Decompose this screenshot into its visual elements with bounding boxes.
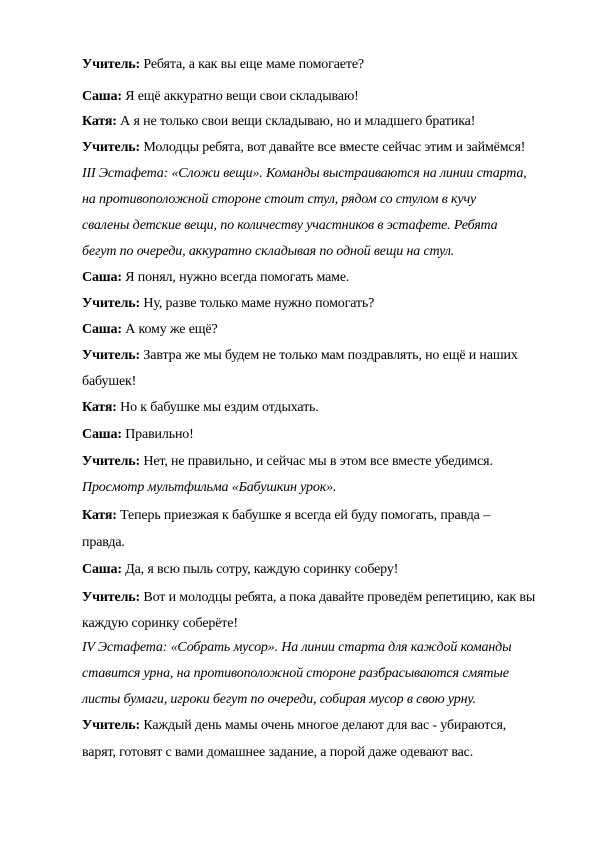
speaker-label: Катя: xyxy=(82,508,117,523)
line-text: ставится урна, на противоположной стороне разбрасываются смятые xyxy=(82,666,509,681)
speaker-label: Учитель: xyxy=(82,454,141,469)
line-text: Правильно! xyxy=(121,427,194,442)
text-line xyxy=(82,427,562,443)
speaker-label: Саша: xyxy=(82,562,122,577)
speaker-label: Учитель: xyxy=(82,348,141,363)
text-line xyxy=(82,270,562,286)
text-line xyxy=(82,454,562,470)
line-text: правда. xyxy=(82,535,125,550)
speaker-label: Учитель: xyxy=(82,140,141,155)
text-line xyxy=(82,322,562,338)
line-text: Вот и молодцы ребята, а пока давайте проведём репетицию, как вы xyxy=(140,590,536,605)
text-line xyxy=(82,400,562,416)
text-line xyxy=(82,640,562,656)
text-line xyxy=(82,374,562,390)
line-text: Ребята, а как вы еще маме помогаете? xyxy=(140,57,364,72)
line-text: Я понял, нужно всегда помогать маме. xyxy=(121,270,350,285)
speaker-label: Саша: xyxy=(82,427,122,442)
text-line xyxy=(82,718,562,734)
text-line xyxy=(82,57,562,73)
text-line xyxy=(82,166,562,182)
text-line xyxy=(82,114,562,130)
text-line xyxy=(82,89,562,105)
text-line xyxy=(82,590,562,606)
line-text: Каждый день мамы очень многое делают для вас - убираются, xyxy=(140,718,507,733)
text-line xyxy=(82,348,562,364)
speaker-label: Катя: xyxy=(82,400,117,415)
line-text: Но к бабушке мы ездим отдыхать. xyxy=(116,400,319,415)
text-line xyxy=(82,192,562,208)
text-line xyxy=(82,666,562,682)
line-text: Да, я всю пыль сотру, каждую соринку соберу! xyxy=(121,562,399,577)
speaker-label: Саша: xyxy=(82,270,122,285)
line-text: каждую соринку соберёте! xyxy=(82,616,238,631)
line-text: бегут по очереди, аккуратно складывая по одной вещи на стул. xyxy=(82,244,455,259)
speaker-label: Саша: xyxy=(82,89,122,104)
text-line xyxy=(82,508,562,524)
text-line xyxy=(82,140,562,156)
text-line xyxy=(82,616,562,632)
line-text: Завтра же мы будем не только мам поздравлять, но ещё и наших xyxy=(140,348,518,363)
line-text: Молодцы ребята, вот давайте все вместе сейчас этим и займёмся! xyxy=(140,140,526,155)
line-text: свалены детские вещи, по количеству участников в эстафете. Ребята xyxy=(82,218,498,233)
line-text: А я не только свои вещи складываю, но и младшего братика! xyxy=(116,114,476,129)
speaker-label: Учитель: xyxy=(82,57,141,72)
line-text: А кому же ещё? xyxy=(121,322,218,337)
line-text: Просмотр мультфильма «Бабушкин урок». xyxy=(82,480,337,495)
text-line xyxy=(82,562,562,578)
line-text: Ну, разве только маме нужно помогать? xyxy=(140,296,375,311)
text-line xyxy=(82,745,562,761)
speaker-label: Учитель: xyxy=(82,718,141,733)
line-text: IV Эстафета: «Собрать мусор». На линии старта для каждой команды xyxy=(82,640,512,655)
line-text: Нет, не правильно, и сейчас мы в этом все вместе убедимся. xyxy=(140,454,493,469)
speaker-label: Учитель: xyxy=(82,296,141,311)
text-line xyxy=(82,218,562,234)
line-text: варят, готовят с вами домашнее задание, а порой даже одевают вас. xyxy=(82,745,474,760)
line-text: Теперь приезжая к бабушке я всегда ей буду помогать, правда – xyxy=(116,508,490,523)
speaker-label: Саша: xyxy=(82,322,122,337)
text-line xyxy=(82,296,562,312)
line-text: Я ещё аккуратно вещи свои складываю! xyxy=(121,89,359,104)
text-line xyxy=(82,535,562,551)
speaker-label: Учитель: xyxy=(82,590,141,605)
line-text: III Эстафета: «Сложи вещи». Команды выстраиваются на линии старта, xyxy=(82,166,527,181)
speaker-label: Катя: xyxy=(82,114,117,129)
line-text: листы бумаги, игроки бегут по очереди, собирая мусор в свою урну. xyxy=(82,692,476,707)
text-line xyxy=(82,692,562,708)
line-text: на противоположной стороне стоит стул, рядом со стулом в кучу xyxy=(82,192,477,207)
text-line xyxy=(82,244,562,260)
line-text: бабушек! xyxy=(82,374,137,389)
text-line xyxy=(82,480,562,496)
